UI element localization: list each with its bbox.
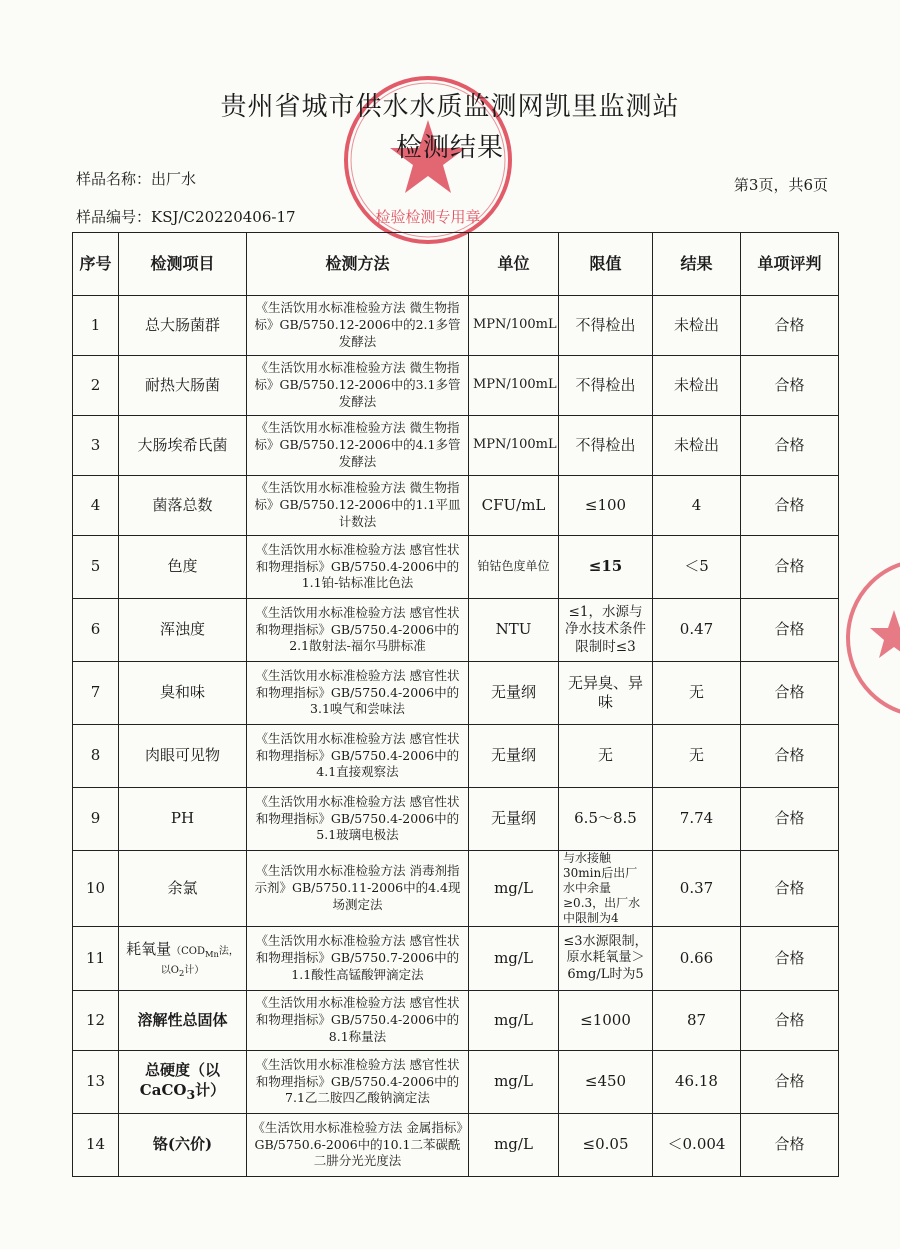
row-method: 《生活饮用水标准检验方法 感官性状和物理指标》GB/5750.4-2006中的5.1玻璃电极法 <box>247 788 469 851</box>
row-limit: 不得检出 <box>559 296 653 356</box>
row-result: ＜0.004 <box>653 1114 741 1177</box>
row-item: 溶解性总固体 <box>119 991 247 1051</box>
row-unit: mg/L <box>469 1114 559 1177</box>
row-no: 13 <box>73 1051 119 1114</box>
row-result: 未检出 <box>653 416 741 476</box>
table-row <box>73 356 839 416</box>
row-limit: ≤450 <box>559 1051 653 1114</box>
page-info: 第3页，共6页 <box>733 176 828 194</box>
row-no: 6 <box>73 599 119 662</box>
row-method: 《生活饮用水标准检验方法 感官性状和物理指标》GB/5750.4-2006中的3.1嗅气和尝味法 <box>247 662 469 725</box>
row-no: 11 <box>73 927 119 991</box>
report-title: 贵州省城市供水水质监测网凯里监测站 <box>220 92 680 122</box>
row-no: 1 <box>73 296 119 356</box>
row-item: 总大肠菌群 <box>119 296 247 356</box>
results-table <box>72 232 839 1177</box>
row-unit: MPN/100mL <box>469 296 559 356</box>
table-row <box>73 788 839 851</box>
seal-text: 检验检测专用章 <box>375 208 481 226</box>
sample-name: 样品名称：出厂水 <box>76 170 197 188</box>
row-unit: mg/L <box>469 851 559 927</box>
row-item: 浑浊度 <box>119 599 247 662</box>
row-unit: mg/L <box>469 927 559 991</box>
row-no: 8 <box>73 725 119 788</box>
row-result: 46.18 <box>653 1051 741 1114</box>
col-header-result: 结果 <box>653 233 741 296</box>
row-no: 14 <box>73 1114 119 1177</box>
table-row <box>73 1051 839 1114</box>
row-result: 未检出 <box>653 356 741 416</box>
table-row <box>73 476 839 536</box>
row-method: 《生活饮用水标准检验方法 消毒剂指示剂》GB/5750.11-2006中的4.4现场测定法 <box>247 851 469 927</box>
row-result: 7.74 <box>653 788 741 851</box>
row-limit: 不得检出 <box>559 416 653 476</box>
row-method: 《生活饮用水标准检验方法 感官性状和物理指标》GB/5750.4-2006中的8.1称量法 <box>247 991 469 1051</box>
row-no: 12 <box>73 991 119 1051</box>
table-row <box>73 927 839 991</box>
row-limit: 6.5～8.5 <box>559 788 653 851</box>
row-verdict: 合格 <box>741 851 839 927</box>
row-limit: 无 <box>559 725 653 788</box>
row-item: 肉眼可见物 <box>119 725 247 788</box>
table-row <box>73 851 839 927</box>
row-item: 总硬度（以CaCO$_3$计） <box>119 1051 247 1114</box>
table-header-row <box>73 233 839 296</box>
table-row <box>73 296 839 356</box>
row-verdict: 合格 <box>741 991 839 1051</box>
report-subtitle: 检测结果 <box>395 133 504 163</box>
row-no: 10 <box>73 851 119 927</box>
row-unit: CFU/mL <box>469 476 559 536</box>
row-unit: NTU <box>469 599 559 662</box>
col-header-limit: 限值 <box>559 233 653 296</box>
row-item: 余氯 <box>119 851 247 927</box>
row-limit: ≤1，水源与净水技术条件限制时≤3 <box>559 599 653 662</box>
table-row <box>73 725 839 788</box>
row-limit: ≤3水源限制，原水耗氧量＞6mg/L时为5 <box>559 927 653 991</box>
row-result: ＜5 <box>653 536 741 599</box>
row-limit: 不得检出 <box>559 356 653 416</box>
row-no: 9 <box>73 788 119 851</box>
row-result: 0.47 <box>653 599 741 662</box>
row-verdict: 合格 <box>741 788 839 851</box>
row-limit: 与水接触30min后出厂水中余量≥0.3，出厂水中限制为4 <box>559 851 653 927</box>
row-item-note: （$COD_{Mn}$法，以$O_2$计） <box>160 945 239 978</box>
row-verdict: 合格 <box>741 927 839 991</box>
table-row <box>73 536 839 599</box>
row-result: 未检出 <box>653 296 741 356</box>
row-verdict: 合格 <box>741 1051 839 1114</box>
row-limit: ≤15 <box>559 536 653 599</box>
row-method: 《生活饮用水标准检验方法 感官性状和物理指标》GB/5750.4-2006中的4.1直接观察法 <box>247 725 469 788</box>
row-no: 4 <box>73 476 119 536</box>
row-item-main: 耗氧量 <box>126 939 172 958</box>
row-unit: 铂钴色度单位 <box>469 536 559 599</box>
row-limit: ≤0.05 <box>559 1114 653 1177</box>
row-method: 《生活饮用水标准检验方法 感官性状和物理指标》GB/5750.7-2006中的1.1酸性高锰酸钾滴定法 <box>247 927 469 991</box>
col-header-verdict: 单项评判 <box>741 233 839 296</box>
row-limit: ≤100 <box>559 476 653 536</box>
row-verdict: 合格 <box>741 416 839 476</box>
row-method: 《生活饮用水标准检验方法 微生物指标》GB/5750.12-2006中的2.1多管发酵法 <box>247 296 469 356</box>
row-verdict: 合格 <box>741 599 839 662</box>
row-unit: 无量纲 <box>469 662 559 725</box>
row-result: 无 <box>653 725 741 788</box>
row-limit: ≤1000 <box>559 991 653 1051</box>
row-item: 臭和味 <box>119 662 247 725</box>
row-method: 《生活饮用水标准检验方法 金属指标》GB/5750.6-2006中的10.1二苯碳酰二肼分光光度法 <box>247 1114 469 1177</box>
row-no: 2 <box>73 356 119 416</box>
row-unit: MPN/100mL <box>469 416 559 476</box>
row-unit: 无量纲 <box>469 788 559 851</box>
row-item: 菌落总数 <box>119 476 247 536</box>
row-item: 铬(六价) <box>119 1114 247 1177</box>
partial-seal-icon <box>846 548 900 728</box>
table-row <box>73 662 839 725</box>
sample-id: 样品编号：KSJ/C20220406-17 <box>76 208 296 226</box>
row-verdict: 合格 <box>741 536 839 599</box>
col-header-method: 检测方法 <box>247 233 469 296</box>
table-row <box>73 416 839 476</box>
row-method: 《生活饮用水标准检验方法 感官性状和物理指标》GB/5750.4-2006中的2.1散射法-福尔马肼标准 <box>247 599 469 662</box>
row-result: 无 <box>653 662 741 725</box>
row-no: 3 <box>73 416 119 476</box>
row-item: 耐热大肠菌 <box>119 356 247 416</box>
row-item: 大肠埃希氏菌 <box>119 416 247 476</box>
row-verdict: 合格 <box>741 476 839 536</box>
row-unit: MPN/100mL <box>469 356 559 416</box>
row-verdict: 合格 <box>741 1114 839 1177</box>
table-row <box>73 599 839 662</box>
row-verdict: 合格 <box>741 296 839 356</box>
row-result: 87 <box>653 991 741 1051</box>
row-method: 《生活饮用水标准检验方法 微生物指标》GB/5750.12-2006中的1.1平皿计数法 <box>247 476 469 536</box>
row-result: 0.66 <box>653 927 741 991</box>
row-result: 4 <box>653 476 741 536</box>
col-header-no: 序号 <box>73 233 119 296</box>
row-item: 色度 <box>119 536 247 599</box>
row-method: 《生活饮用水标准检验方法 微生物指标》GB/5750.12-2006中的4.1多管发酵法 <box>247 416 469 476</box>
row-method: 《生活饮用水标准检验方法 感官性状和物理指标》GB/5750.4-2006中的7.1乙二胺四乙酸钠滴定法 <box>247 1051 469 1114</box>
table-row <box>73 991 839 1051</box>
row-method: 《生活饮用水标准检验方法 感官性状和物理指标》GB/5750.4-2006中的1.1铂-钴标准比色法 <box>247 536 469 599</box>
row-verdict: 合格 <box>741 725 839 788</box>
row-item <box>119 927 247 991</box>
row-no: 5 <box>73 536 119 599</box>
row-unit: mg/L <box>469 991 559 1051</box>
col-header-item: 检测项目 <box>119 233 247 296</box>
row-verdict: 合格 <box>741 662 839 725</box>
row-method: 《生活饮用水标准检验方法 微生物指标》GB/5750.12-2006中的3.1多管发酵法 <box>247 356 469 416</box>
col-header-unit: 单位 <box>469 233 559 296</box>
row-verdict: 合格 <box>741 356 839 416</box>
row-result: 0.37 <box>653 851 741 927</box>
row-item: PH <box>119 788 247 851</box>
row-limit: 无异臭、异味 <box>559 662 653 725</box>
row-no: 7 <box>73 662 119 725</box>
row-unit: mg/L <box>469 1051 559 1114</box>
table-row <box>73 1114 839 1177</box>
row-unit: 无量纲 <box>469 725 559 788</box>
